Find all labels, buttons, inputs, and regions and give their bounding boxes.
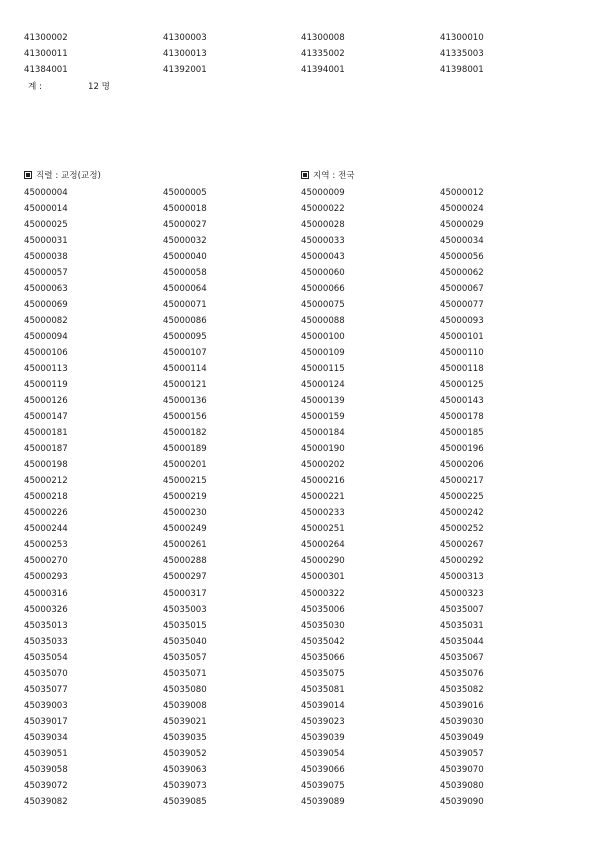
number-cell: 45000323 (440, 588, 484, 599)
number-cell: 45000024 (440, 204, 484, 215)
number-cell: 45035075 (301, 668, 345, 679)
number-cell: 41384001 (24, 65, 68, 76)
number-cell: 45039066 (301, 764, 345, 775)
number-cell: 45000270 (24, 556, 68, 567)
table-row (0, 299, 595, 311)
number-cell: 45000189 (163, 444, 207, 455)
number-cell: 45000230 (163, 508, 207, 519)
number-cell: 45000088 (301, 316, 345, 327)
number-cell: 41300010 (440, 33, 484, 43)
number-cell: 45000022 (301, 204, 345, 215)
number-cell: 45039089 (301, 796, 345, 807)
number-cell: 45035081 (301, 684, 345, 695)
table-row (0, 684, 595, 696)
number-cell: 45000212 (24, 476, 68, 487)
number-cell: 41398001 (440, 65, 484, 76)
number-cell: 45000025 (24, 220, 68, 231)
number-cell: 45000290 (301, 556, 345, 567)
table-row (0, 395, 595, 407)
table-row (0, 668, 595, 680)
number-cell: 45000126 (24, 396, 68, 407)
number-cell: 45000034 (440, 236, 484, 247)
number-cell: 45000086 (163, 316, 207, 327)
number-cell: 45000178 (440, 412, 484, 423)
number-cell: 45000225 (440, 492, 484, 503)
number-cell: 45000066 (301, 284, 345, 295)
number-cell: 45039039 (301, 732, 345, 743)
table-row (0, 379, 595, 391)
number-cell: 45000067 (440, 284, 484, 295)
total-count (28, 81, 110, 93)
number-cell: 45035031 (440, 620, 484, 631)
number-cell: 45000058 (163, 268, 207, 279)
total-label: 계 : (28, 82, 42, 92)
number-cell: 45035003 (163, 604, 207, 615)
table-row (0, 636, 595, 648)
number-cell: 41300003 (163, 33, 207, 43)
number-cell: 45035040 (163, 636, 207, 647)
number-cell: 45000143 (440, 396, 484, 407)
table-row (0, 748, 595, 760)
table-row (0, 235, 595, 247)
number-cell: 45035067 (440, 652, 484, 663)
total-value: 12 명 (88, 82, 110, 92)
number-cell: 45035042 (301, 636, 345, 647)
number-cell: 45000106 (24, 348, 68, 359)
number-cell: 45039072 (24, 780, 68, 791)
table-row (0, 539, 595, 551)
region-header (301, 170, 355, 182)
number-cell: 45000221 (301, 492, 345, 503)
number-cell: 45039030 (440, 716, 484, 727)
number-cell: 45000264 (301, 540, 345, 551)
number-cell: 45035007 (440, 604, 484, 615)
number-cell: 45000040 (163, 252, 207, 263)
number-cell: 45000114 (163, 364, 207, 375)
series-header-label: 직렬 : 교정(교정) (36, 171, 101, 181)
number-cell: 45000184 (301, 428, 345, 439)
number-cell: 45000159 (301, 412, 345, 423)
table-row (0, 652, 595, 664)
number-cell: 45000202 (301, 460, 345, 471)
number-cell: 45039051 (24, 748, 68, 759)
number-cell: 45039034 (24, 732, 68, 743)
number-cell: 45039058 (24, 764, 68, 775)
table-row (0, 459, 595, 471)
number-cell: 45000043 (301, 252, 345, 263)
number-cell: 45035076 (440, 668, 484, 679)
number-cell: 45000293 (24, 572, 68, 583)
table-row (0, 620, 595, 632)
number-cell: 45000301 (301, 572, 345, 583)
number-cell: 45035077 (24, 684, 68, 695)
number-cell: 45000027 (163, 220, 207, 231)
number-cell: 45000185 (440, 428, 484, 439)
number-cell: 41335002 (301, 49, 345, 60)
table-row (0, 203, 595, 215)
number-cell: 45000107 (163, 348, 207, 359)
number-cell: 45000215 (163, 476, 207, 487)
number-cell: 45000196 (440, 444, 484, 455)
number-cell: 45039054 (301, 748, 345, 759)
number-cell: 45000326 (24, 604, 68, 615)
number-cell: 45000190 (301, 444, 345, 455)
number-cell: 45000316 (24, 588, 68, 599)
number-cell: 45035071 (163, 668, 207, 679)
number-cell: 45000136 (163, 396, 207, 407)
number-cell: 45035015 (163, 620, 207, 631)
number-cell: 45035070 (24, 668, 68, 679)
table-row (0, 780, 595, 792)
table-row (0, 267, 595, 279)
table-row (0, 64, 595, 76)
number-cell: 45000063 (24, 284, 68, 295)
table-row (0, 363, 595, 375)
number-cell: 45035066 (301, 652, 345, 663)
number-cell: 45000119 (24, 380, 68, 391)
number-cell: 45000181 (24, 428, 68, 439)
number-cell: 45000094 (24, 332, 68, 343)
number-cell: 45000093 (440, 316, 484, 327)
table-row (0, 32, 595, 44)
number-cell: 45000125 (440, 380, 484, 391)
number-cell: 41392001 (163, 65, 207, 76)
series-header (24, 170, 101, 182)
number-cell: 45000071 (163, 300, 207, 311)
number-cell: 45039090 (440, 796, 484, 807)
number-cell: 45035033 (24, 636, 68, 647)
number-cell: 45000198 (24, 460, 68, 471)
table-row (0, 427, 595, 439)
table-row (0, 764, 595, 776)
number-cell: 45000267 (440, 540, 484, 551)
table-row (0, 507, 595, 519)
number-cell: 45000109 (301, 348, 345, 359)
table-row (0, 475, 595, 487)
number-cell: 45000251 (301, 524, 345, 535)
number-cell: 45000009 (301, 188, 345, 198)
number-cell: 45000252 (440, 524, 484, 535)
number-cell: 45000288 (163, 556, 207, 567)
table-row (0, 187, 595, 199)
number-cell: 45000038 (24, 252, 68, 263)
number-cell: 45000242 (440, 508, 484, 519)
number-cell: 45039017 (24, 716, 68, 727)
number-cell: 45000182 (163, 428, 207, 439)
table-row (0, 331, 595, 343)
table-row (0, 347, 595, 359)
number-cell: 45000064 (163, 284, 207, 295)
number-cell: 45000069 (24, 300, 68, 311)
region-header-label: 지역 : 전국 (313, 171, 355, 181)
number-cell: 45000206 (440, 460, 484, 471)
number-cell: 45035082 (440, 684, 484, 695)
table-row (0, 48, 595, 60)
number-cell: 45000147 (24, 412, 68, 423)
number-cell: 45000115 (301, 364, 345, 375)
number-cell: 45000233 (301, 508, 345, 519)
number-cell: 41335003 (440, 49, 484, 60)
number-cell: 45000201 (163, 460, 207, 471)
table-row (0, 491, 595, 503)
number-cell: 45039014 (301, 700, 345, 711)
number-cell: 45000095 (163, 332, 207, 343)
number-cell: 45000077 (440, 300, 484, 311)
number-cell: 45039057 (440, 748, 484, 759)
table-row (0, 716, 595, 728)
number-cell: 45039052 (163, 748, 207, 759)
number-cell: 45000056 (440, 252, 484, 263)
number-cell: 45039063 (163, 764, 207, 775)
table-row (0, 732, 595, 744)
number-cell: 45000113 (24, 364, 68, 375)
number-cell: 41300013 (163, 49, 207, 60)
number-cell: 45000031 (24, 236, 68, 247)
number-cell: 45000082 (24, 316, 68, 327)
table-row (0, 700, 595, 712)
number-cell: 45039085 (163, 796, 207, 807)
number-cell: 45000004 (24, 188, 68, 198)
number-cell: 45035044 (440, 636, 484, 647)
number-cell: 45000156 (163, 412, 207, 423)
number-cell: 45000139 (301, 396, 345, 407)
square-bullet-icon (24, 171, 32, 179)
number-cell: 45000217 (440, 476, 484, 487)
number-cell: 45000187 (24, 444, 68, 455)
table-row (0, 315, 595, 327)
number-cell: 45000226 (24, 508, 68, 519)
number-cell: 45000028 (301, 220, 345, 231)
number-cell: 45035054 (24, 652, 68, 663)
number-cell: 41300008 (301, 33, 345, 43)
number-cell: 45000244 (24, 524, 68, 535)
number-cell: 45000060 (301, 268, 345, 279)
number-cell: 45000014 (24, 204, 68, 215)
number-cell: 45000253 (24, 540, 68, 551)
number-cell: 45035057 (163, 652, 207, 663)
number-cell: 45039016 (440, 700, 484, 711)
number-cell: 45039008 (163, 700, 207, 711)
number-cell: 45000075 (301, 300, 345, 311)
number-cell: 45035013 (24, 620, 68, 631)
number-cell: 45000124 (301, 380, 345, 391)
table-row (0, 604, 595, 616)
square-bullet-icon (301, 171, 309, 179)
number-cell: 45000012 (440, 188, 484, 198)
table-row (0, 555, 595, 567)
number-cell: 45000249 (163, 524, 207, 535)
table-row (0, 571, 595, 583)
number-cell: 45039073 (163, 780, 207, 791)
table-row (0, 251, 595, 263)
table-row (0, 219, 595, 231)
number-cell: 45039080 (440, 780, 484, 791)
number-cell: 41394001 (301, 65, 345, 76)
number-cell: 45000216 (301, 476, 345, 487)
number-cell: 45039082 (24, 796, 68, 807)
number-cell: 45035006 (301, 604, 345, 615)
number-cell: 45000218 (24, 492, 68, 503)
number-cell: 45039021 (163, 716, 207, 727)
number-cell: 45035080 (163, 684, 207, 695)
table-row (0, 411, 595, 423)
number-cell: 45000062 (440, 268, 484, 279)
number-cell: 41300011 (24, 49, 68, 60)
number-cell: 45000005 (163, 188, 207, 198)
number-cell: 45039075 (301, 780, 345, 791)
table-row (0, 523, 595, 535)
number-cell: 45000317 (163, 588, 207, 599)
table-row (0, 443, 595, 455)
number-cell: 45000219 (163, 492, 207, 503)
table-row (0, 588, 595, 600)
number-cell: 45000033 (301, 236, 345, 247)
number-cell: 45039049 (440, 732, 484, 743)
number-cell: 45000297 (163, 572, 207, 583)
number-cell: 45000057 (24, 268, 68, 279)
number-cell: 45000261 (163, 540, 207, 551)
number-cell: 45039035 (163, 732, 207, 743)
number-cell: 45000118 (440, 364, 484, 375)
table-row (0, 283, 595, 295)
number-cell: 45039003 (24, 700, 68, 711)
number-cell: 45000313 (440, 572, 484, 583)
number-cell: 45035030 (301, 620, 345, 631)
number-cell: 45000032 (163, 236, 207, 247)
number-cell: 45000018 (163, 204, 207, 215)
number-cell: 45000322 (301, 588, 345, 599)
table-row (0, 796, 595, 808)
number-cell: 45000101 (440, 332, 484, 343)
number-cell: 45000292 (440, 556, 484, 567)
number-cell: 45039070 (440, 764, 484, 775)
number-cell: 41300002 (24, 33, 68, 43)
number-cell: 45000100 (301, 332, 345, 343)
number-cell: 45039023 (301, 716, 345, 727)
number-cell: 45000110 (440, 348, 484, 359)
number-cell: 45000121 (163, 380, 207, 391)
number-cell: 45000029 (440, 220, 484, 231)
